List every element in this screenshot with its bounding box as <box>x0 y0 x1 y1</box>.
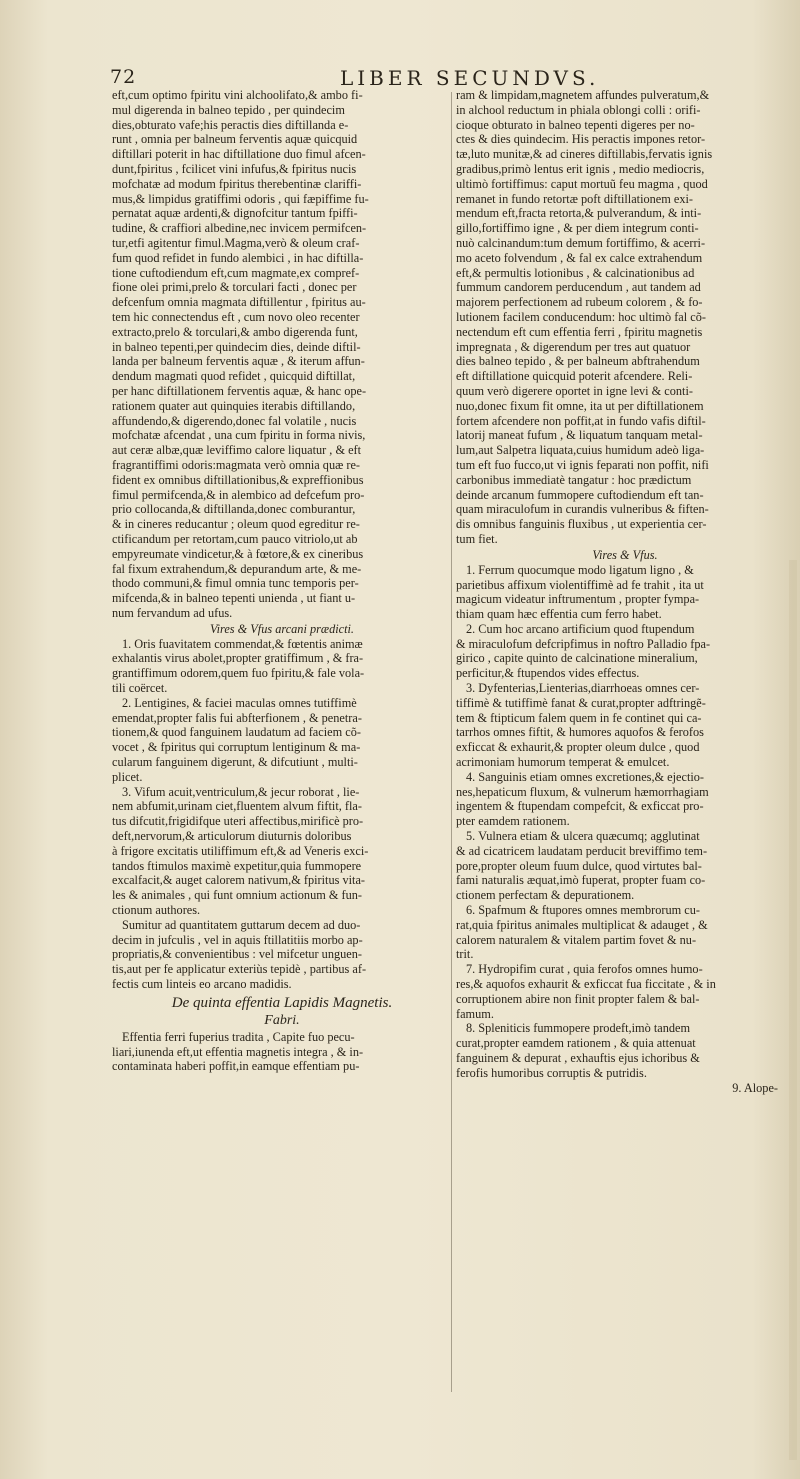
text-line: tum fiet. <box>456 531 498 546</box>
text-line: fectis cum linteis eo arcano madidis. <box>112 977 292 992</box>
text-line: eft,& permultis lotionibus , & calcinationibus ad <box>456 265 695 280</box>
text-line: prio collocanda,& diftillanda,donec comburantur, <box>112 502 356 517</box>
text-line: defcenfum omnia magmata diftillentur , fpiritus au- <box>112 295 366 310</box>
page-header <box>110 66 790 90</box>
text-line: dunt,fpiritus , fcilicet vini infufus,& fpiritus nucis <box>112 161 357 176</box>
text-line: pore,propter oleum fuum dulce, quod virtutes bal- <box>456 858 702 873</box>
text-line: emendat,propter falis fui abfterfionem , & penetra- <box>112 710 362 725</box>
text-line: majorem perfectionem ad rubeum colorem , & fo- <box>456 295 703 310</box>
paragraph-start-line: 7. Hydropifim curat , quia ferofos omnes humo- <box>466 962 703 977</box>
text-line: acrimoniam humorum temperat & emulcet. <box>456 755 670 770</box>
text-line: lum,aut Salpetra liquata,cuius humidum adeò liga- <box>456 443 705 458</box>
text-line: deinde arcanum fummopere cuftodiendum eft tan- <box>456 487 704 502</box>
text-line: tudine, & craffiori albedine,nec invicem permifcen- <box>112 221 367 236</box>
text-line: mendum eft,fracta retorta,& pulverandum, & inti- <box>456 206 702 221</box>
text-line: ultimò fortiffimus: caput mortuũ feu magma , quod <box>456 176 708 191</box>
text-line: les & animales , qui funt omnium actionum & fun- <box>112 888 362 903</box>
paragraph-start-line: 8. Spleniticis fummopere prodeft,imò tandem <box>466 1021 691 1036</box>
text-line: carbonibus immediatè tangatur : hoc prædictum <box>456 472 692 487</box>
text-line: fami naturalis æquat,imò fuperat, propter fuam co- <box>456 873 706 888</box>
text-line: nem abfumit,urinam ciet,fluentem alvum fiftit, fla- <box>112 799 362 814</box>
text-line: tis,aut per fe applicatur exteriùs tepidè , partibus af- <box>112 962 367 977</box>
text-line: dis omnibus fanguinis fluxibus , ut experientia cer- <box>456 517 707 532</box>
text-line: ferofis humoribus corruptis & putridis. <box>456 1065 647 1080</box>
text-line: ctificandum per retortam,cum pauco vitriolo,ut ab <box>112 531 358 546</box>
text-line: trit. <box>456 947 474 962</box>
text-line: magicum videatur inftrumentum , propter fympa- <box>456 592 700 607</box>
text-line: pernatat aquæ ardenti,& dignofcitur tantum fpiffi- <box>112 206 358 221</box>
text-line: nes,hepaticum fluxum, & vulnerum hæmorrhagiam <box>456 784 709 799</box>
text-line: excalfacit,& auget calorem nativum,& fpiritus vita- <box>112 873 366 888</box>
text-line: nuo,donec fixum fit omne, ita ut per diftillationem <box>456 398 704 413</box>
text-line: gradibus,primò lentus erit ignis , medio mediocris, <box>456 161 705 176</box>
text-line: empyreumate vindicetur,& à fœtore,& ex cineribus <box>112 546 364 561</box>
text-line: mul digerenda in balneo tepido , per quindecim <box>112 102 345 117</box>
text-line: ctionum authores. <box>112 903 201 918</box>
text-line: fident ex omnibus diftillationibus,& expreffionibus <box>112 472 364 487</box>
text-line: dies balneo tepido , & per balneum abftrahendum <box>456 354 700 369</box>
text-line: tandos ftimulos maximè expetitur,quia fummopere <box>112 858 362 873</box>
text-line: cularum fanguinem digerunt, & difcutiunt , multi- <box>112 755 358 770</box>
text-line: nectendum eft cum effentia ferri , fpiritu magnetis <box>456 324 703 339</box>
text-line: girico , capite quinto de calcinatione mineralium, <box>456 651 698 666</box>
text-line: nuò calcinandum:tum demum fortiffimo, & acerri- <box>456 235 706 250</box>
text-line: parietibus affixum violentiffimè ad fe trahit , ita ut <box>456 577 704 592</box>
paragraph-start-line: 4. Sanguinis etiam omnes excretiones,& ejectio- <box>466 769 705 784</box>
text-line: mofchatæ afcendat , una cum fpiritu in forma nivis, <box>112 428 366 443</box>
text-line: num fervandum ad ufus. <box>112 605 233 620</box>
text-line: ctionem perfectam & depurationem. <box>456 888 635 903</box>
text-line: calorem naturalem & vitalem partim fovet & nu- <box>456 932 697 947</box>
text-line: quam miraculofum in curandis vulneribus & fiften- <box>456 502 709 517</box>
paragraph-start-line: 1. Ferrum quocumque modo ligatum ligno , & <box>466 562 694 577</box>
text-line: & in cineres reducantur ; oleum quod egreditur re- <box>112 517 360 532</box>
paragraph-start-line: 6. Spafmum & ftupores omnes membrorum cu- <box>466 903 700 918</box>
text-line: tione cuftodiendum eft,cum magmate,ex compref- <box>112 265 360 280</box>
text-line: fanguinem & depurat , exhauftis ejus ichoribus & <box>456 1051 700 1065</box>
right-column <box>456 88 794 1095</box>
chapter-subheading: Fabri. <box>264 1012 300 1028</box>
text-line: famum. <box>456 1006 494 1021</box>
chapter-heading: De quinta effentia Lapidis Magnetis. <box>171 994 393 1011</box>
text-line: tarrhos omnes fiftit, & humores aquofos & ferofos <box>456 725 704 740</box>
text-line: dies,obturato vafe;his peractis dies diftillanda e- <box>112 117 349 132</box>
text-line: exhalantis virus abolet,propter gratiffimum , & fra- <box>112 651 364 666</box>
text-line: landa per balneum ferventis aquæ , & iterum affun- <box>112 354 365 369</box>
text-line: res,& aquofos exhaurit & exficcat fua ficcitate , & in <box>456 977 716 992</box>
paragraph-start-line: 2. Cum hoc arcano artificium quod ftupendum <box>466 621 695 636</box>
text-line: mus,& limpidus gratiffimi odoris , qui fæpiffime fu- <box>112 191 369 206</box>
text-line: quum verò digerere oportet in igne levi & conti- <box>456 383 693 398</box>
text-line: à frigore excitatis utiliffimum eft,& ad Veneris exci- <box>112 843 369 858</box>
text-line: corruptionem abire non finit propter falem & bal- <box>456 991 700 1006</box>
text-line: tili coërcet. <box>112 681 168 696</box>
paragraph-start-line: 5. Vulnera etiam & ulcera quæcumq; agglutinat <box>466 829 700 844</box>
text-line: mifcenda,& in balneo tepenti unienda , ut fiant u- <box>112 591 356 606</box>
text-line: gillo,fortiffimo igne , & per diem integrum conti- <box>456 221 699 236</box>
text-line: pter eamdem rationem. <box>456 814 570 829</box>
text-line: dendum magmati quod refidet , quicquid diftillat, <box>112 369 356 384</box>
text-line: & ad cicatricem laudatam perducit breviffimo tem- <box>456 843 708 858</box>
text-line: fal fixum extrahendum,& depurandum arte, & me- <box>112 561 362 576</box>
text-line: liari,iunenda eft,ut effentia magnetis integra , & in- <box>112 1044 364 1059</box>
text-line: tum eft fuo fucco,ut vi ignis feparati non poffit, nifi <box>456 457 709 472</box>
text-line: fimul permifcenda,& in alembico ad defcefum pro- <box>112 487 365 502</box>
paragraph-start-line: 1. Oris fuavitatem commendat,& fœtentis animæ <box>122 636 363 651</box>
text-line: plicet. <box>112 769 143 784</box>
text-line: cioque obturato in balneo tepenti digeres per no- <box>456 117 695 132</box>
text-line: ram & limpidam,magnetem affundes pulveratum,& <box>456 88 710 102</box>
text-line: fragrantiffimi odoris:magmata verò omnia quæ re- <box>112 457 361 472</box>
section-heading: Vires & Vfus arcani prædicti. <box>209 621 355 636</box>
paragraph-start-line: Sumitur ad quantitatem guttarum decem ad duo- <box>122 917 361 932</box>
text-line: eft,cum optimo fpiritu vini alchoolifato,& ambo fi- <box>112 88 363 102</box>
text-line: perficitur,& ftupendos vides effectus. <box>456 666 640 681</box>
text-line: tus difcutit,frigidifque uteri affectibus,mirificè pro- <box>112 814 364 829</box>
text-line: rat,quia fpiritus animales multiplicat & adauget , & <box>456 917 708 932</box>
text-line: curat,propter eamdem rationem , & quia attenuat <box>456 1036 696 1051</box>
text-line: tem hic connectendus eft , cum novo oleo recenter <box>112 309 360 324</box>
section-heading: Vires & Vfus. <box>592 547 658 562</box>
text-line: tionem,& quod fanguinem laudatum ad faciem cõ- <box>112 725 361 740</box>
text-line: fummum candorem perducendum , aut tandem ad <box>456 280 701 295</box>
text-line: runt , omnia per balneum ferventis aquæ quicquid <box>112 132 358 147</box>
text-line: aut ceræ albæ,quæ leviffimo calore liquatur , & eft <box>112 443 362 458</box>
text-line: tem & ftipticum falem quem in fe continet qui ca- <box>456 710 702 725</box>
text-line: tiffimè & tutiffimè fanat & curat,propter adftringẽ- <box>456 695 706 710</box>
text-line: per hanc diftillationem ferventis aquæ, & hanc ope- <box>112 383 367 398</box>
text-line: diftillari poterit in hac diftillatione duo fimul afcen- <box>112 147 366 162</box>
text-line: latorij maneat fufum , & liquatum tanquam metal- <box>456 428 703 443</box>
running-head: LIBER SECUNDVS. <box>340 66 600 90</box>
text-line: vocet , & fpiritus qui corruptum lentiginum & ma- <box>112 740 361 755</box>
text-line: ingentem & ftupendam compefcit, & exficcat pro- <box>456 799 704 814</box>
text-line: fortem afcendere non poffit,at in fundo vafis diftil- <box>456 413 706 428</box>
text-line: decim in jufculis , vel in aquis ftillatitiis morbo ap- <box>112 932 363 947</box>
text-line: eft diftillatione quicquid poterit afcendere. Reli- <box>456 369 693 384</box>
text-line: remanet in fundo retortæ poft diftillationem exi- <box>456 191 693 206</box>
text-line: tæ,luto munitæ,& ad cineres diftillabis,fervatis ignis <box>456 147 713 162</box>
paragraph-start-line: 3. Dyfenterias,Lienterias,diarrhoeas omnes cer- <box>466 681 700 696</box>
text-line: mofchatæ ad modum fpiritus therebentinæ clariffi- <box>112 176 362 191</box>
paragraph-start-line: 3. Vifum acuit,ventriculum,& jecur roborat , lie- <box>122 784 360 799</box>
text-line: deft,nervorum,& articulorum diuturnis doloribus <box>112 829 352 844</box>
text-line: in alchool reductum in phiala oblongi colli : orifi- <box>456 102 701 117</box>
paragraph-start-line: Effentia ferri fuperius tradita , Capite fuo pecu- <box>122 1029 355 1044</box>
text-line: tur,etfi agitentur fimul.Magma,verò & oleum craf- <box>112 235 360 250</box>
text-line: ctes & dies quindecim. His peractis impones retor- <box>456 132 706 147</box>
text-line: exficcat & exhaurit,& propter oleum dulce , quod <box>456 740 700 755</box>
text-line: grantiffimum odorem,quem fuo fpiritu,& fale vola- <box>112 666 365 681</box>
text-line: mo aceto folvendum , & fal ex calce extrahendum <box>456 250 703 265</box>
text-line: fum quod refidet in fundo alembici , in hac diftilla- <box>112 250 364 265</box>
text-line: contaminata haberi poffit,in eamque effentiam pu- <box>112 1059 360 1074</box>
text-line: impregnata , & digerendum per tres aut quatuor <box>456 339 691 354</box>
left-column <box>112 88 452 1074</box>
text-line: & miraculofum defcripfimus in noftro Palladio fpa- <box>456 636 711 651</box>
paragraph-start-line: 2. Lentigines, & faciei maculas omnes tutiffimè <box>122 695 357 710</box>
text-line: thiam quam hæc effentia cum ferro habet. <box>456 607 662 622</box>
text-line: thodo communi,& fimul omnia tunc temporis per- <box>112 576 359 591</box>
catchword-line: 9. Alope- <box>732 1080 778 1095</box>
text-line: propriatis,& convenientibus : vel mifcetur unguen- <box>112 947 362 962</box>
text-line: rationem quater aut quinquies iterabis diftillando, <box>112 398 356 413</box>
folio-number: 72 <box>110 66 137 88</box>
text-line: affundendo,& digerendo,donec fal volatile , nucis <box>112 413 357 428</box>
text-line: in balneo tepenti,per quindecim dies, deinde diftil- <box>112 339 361 354</box>
text-line: lutionem facilem conducendum: hoc ultimò fal cõ- <box>456 309 706 324</box>
text-line: fione olei primi,prelo & torculari facti , donec per <box>112 280 357 295</box>
text-line: extracto,prelo & torculari,& ambo digerenda funt, <box>112 324 358 339</box>
